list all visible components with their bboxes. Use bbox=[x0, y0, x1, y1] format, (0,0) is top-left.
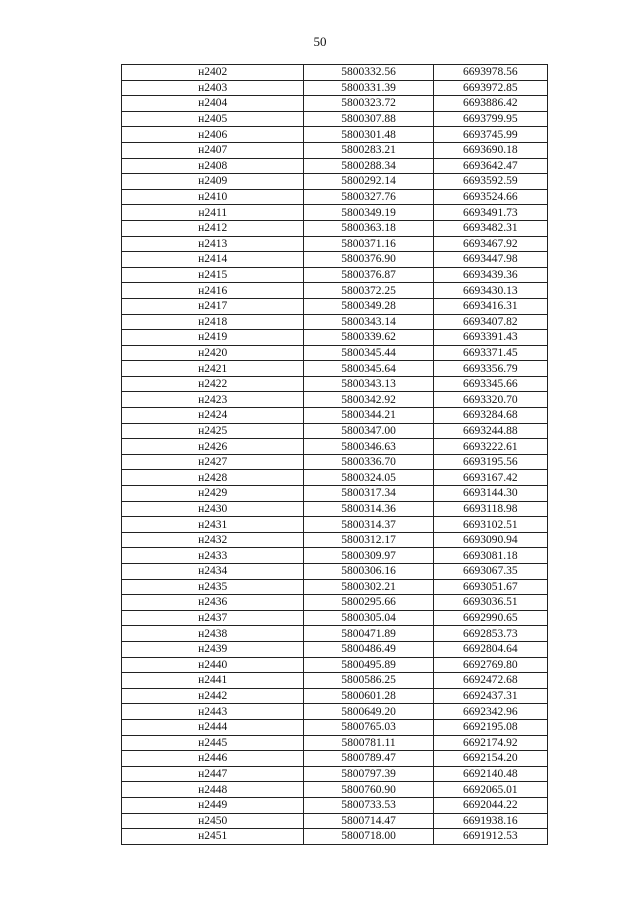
point-id-cell: н2442 bbox=[122, 688, 304, 704]
y-coordinate-cell: 6693799.95 bbox=[433, 111, 547, 127]
x-coordinate-cell: 5800371.16 bbox=[304, 236, 433, 252]
table-row bbox=[122, 829, 548, 845]
x-coordinate-cell: 5800336.70 bbox=[304, 454, 433, 470]
y-coordinate-cell: 6693371.45 bbox=[433, 345, 547, 361]
y-coordinate-cell: 6693482.31 bbox=[433, 220, 547, 236]
x-coordinate-cell: 5800314.36 bbox=[304, 501, 433, 517]
table-row bbox=[122, 267, 548, 283]
point-id-cell: н2419 bbox=[122, 330, 304, 346]
x-coordinate-cell: 5800292.14 bbox=[304, 174, 433, 190]
coordinate-table-body bbox=[122, 65, 548, 845]
y-coordinate-cell: 6693102.51 bbox=[433, 517, 547, 533]
x-coordinate-cell: 5800733.53 bbox=[304, 797, 433, 813]
x-coordinate-cell: 5800295.66 bbox=[304, 595, 433, 611]
x-coordinate-cell: 5800343.13 bbox=[304, 376, 433, 392]
point-id-cell: н2416 bbox=[122, 283, 304, 299]
table-row bbox=[122, 735, 548, 751]
point-id-cell: н2420 bbox=[122, 345, 304, 361]
point-id-cell: н2440 bbox=[122, 657, 304, 673]
table-row bbox=[122, 439, 548, 455]
y-coordinate-cell: 6693592.59 bbox=[433, 174, 547, 190]
y-coordinate-cell: 6693345.66 bbox=[433, 376, 547, 392]
point-id-cell: н2423 bbox=[122, 392, 304, 408]
y-coordinate-cell: 6693320.70 bbox=[433, 392, 547, 408]
x-coordinate-cell: 5800376.90 bbox=[304, 252, 433, 268]
table-row bbox=[122, 626, 548, 642]
x-coordinate-cell: 5800486.49 bbox=[304, 641, 433, 657]
point-id-cell: н2428 bbox=[122, 470, 304, 486]
table-row bbox=[122, 111, 548, 127]
point-id-cell: н2443 bbox=[122, 704, 304, 720]
point-id-cell: н2424 bbox=[122, 408, 304, 424]
point-id-cell: н2449 bbox=[122, 797, 304, 813]
point-id-cell: н2439 bbox=[122, 641, 304, 657]
y-coordinate-cell: 6692140.48 bbox=[433, 766, 547, 782]
point-id-cell: н2406 bbox=[122, 127, 304, 143]
y-coordinate-cell: 6693051.67 bbox=[433, 579, 547, 595]
table-row bbox=[122, 579, 548, 595]
table-row bbox=[122, 517, 548, 533]
x-coordinate-cell: 5800649.20 bbox=[304, 704, 433, 720]
y-coordinate-cell: 6692769.80 bbox=[433, 657, 547, 673]
point-id-cell: н2432 bbox=[122, 532, 304, 548]
y-coordinate-cell: 6692853.73 bbox=[433, 626, 547, 642]
y-coordinate-cell: 6693067.35 bbox=[433, 564, 547, 580]
x-coordinate-cell: 5800345.44 bbox=[304, 345, 433, 361]
table-row bbox=[122, 96, 548, 112]
point-id-cell: н2404 bbox=[122, 96, 304, 112]
y-coordinate-cell: 6693439.36 bbox=[433, 267, 547, 283]
table-row bbox=[122, 751, 548, 767]
point-id-cell: н2421 bbox=[122, 361, 304, 377]
y-coordinate-cell: 6693222.61 bbox=[433, 439, 547, 455]
y-coordinate-cell: 6691938.16 bbox=[433, 813, 547, 829]
x-coordinate-cell: 5800376.87 bbox=[304, 267, 433, 283]
x-coordinate-cell: 5800347.00 bbox=[304, 423, 433, 439]
table-row bbox=[122, 797, 548, 813]
x-coordinate-cell: 5800471.89 bbox=[304, 626, 433, 642]
table-row bbox=[122, 80, 548, 96]
table-row bbox=[122, 548, 548, 564]
x-coordinate-cell: 5800765.03 bbox=[304, 719, 433, 735]
coordinate-table bbox=[121, 64, 548, 845]
y-coordinate-cell: 6692044.22 bbox=[433, 797, 547, 813]
x-coordinate-cell: 5800314.37 bbox=[304, 517, 433, 533]
point-id-cell: н2414 bbox=[122, 252, 304, 268]
y-coordinate-cell: 6693690.18 bbox=[433, 142, 547, 158]
table-row bbox=[122, 345, 548, 361]
y-coordinate-cell: 6693118.98 bbox=[433, 501, 547, 517]
table-row bbox=[122, 766, 548, 782]
point-id-cell: н2445 bbox=[122, 735, 304, 751]
table-row bbox=[122, 532, 548, 548]
point-id-cell: н2444 bbox=[122, 719, 304, 735]
y-coordinate-cell: 6693036.51 bbox=[433, 595, 547, 611]
x-coordinate-cell: 5800283.21 bbox=[304, 142, 433, 158]
table-row bbox=[122, 283, 548, 299]
table-row bbox=[122, 158, 548, 174]
x-coordinate-cell: 5800317.34 bbox=[304, 486, 433, 502]
x-coordinate-cell: 5800342.92 bbox=[304, 392, 433, 408]
point-id-cell: н2441 bbox=[122, 673, 304, 689]
x-coordinate-cell: 5800343.14 bbox=[304, 314, 433, 330]
x-coordinate-cell: 5800346.63 bbox=[304, 439, 433, 455]
y-coordinate-cell: 6692990.65 bbox=[433, 610, 547, 626]
y-coordinate-cell: 6692472.68 bbox=[433, 673, 547, 689]
x-coordinate-cell: 5800760.90 bbox=[304, 782, 433, 798]
point-id-cell: н2407 bbox=[122, 142, 304, 158]
y-coordinate-cell: 6693144.30 bbox=[433, 486, 547, 502]
table-row bbox=[122, 454, 548, 470]
y-coordinate-cell: 6693195.56 bbox=[433, 454, 547, 470]
table-row bbox=[122, 174, 548, 190]
table-row bbox=[122, 673, 548, 689]
point-id-cell: н2403 bbox=[122, 80, 304, 96]
table-row bbox=[122, 719, 548, 735]
y-coordinate-cell: 6693167.42 bbox=[433, 470, 547, 486]
table-row bbox=[122, 564, 548, 580]
point-id-cell: н2425 bbox=[122, 423, 304, 439]
table-row bbox=[122, 127, 548, 143]
y-coordinate-cell: 6692154.20 bbox=[433, 751, 547, 767]
point-id-cell: н2418 bbox=[122, 314, 304, 330]
table-row bbox=[122, 314, 548, 330]
point-id-cell: н2451 bbox=[122, 829, 304, 845]
x-coordinate-cell: 5800327.76 bbox=[304, 189, 433, 205]
point-id-cell: н2435 bbox=[122, 579, 304, 595]
y-coordinate-cell: 6693244.88 bbox=[433, 423, 547, 439]
x-coordinate-cell: 5800301.48 bbox=[304, 127, 433, 143]
point-id-cell: н2422 bbox=[122, 376, 304, 392]
y-coordinate-cell: 6692174.92 bbox=[433, 735, 547, 751]
x-coordinate-cell: 5800331.39 bbox=[304, 80, 433, 96]
y-coordinate-cell: 6693978.56 bbox=[433, 65, 547, 81]
x-coordinate-cell: 5800305.04 bbox=[304, 610, 433, 626]
table-row bbox=[122, 142, 548, 158]
table-row bbox=[122, 486, 548, 502]
y-coordinate-cell: 6693642.47 bbox=[433, 158, 547, 174]
table-row bbox=[122, 376, 548, 392]
x-coordinate-cell: 5800797.39 bbox=[304, 766, 433, 782]
y-coordinate-cell: 6693524.66 bbox=[433, 189, 547, 205]
y-coordinate-cell: 6693886.42 bbox=[433, 96, 547, 112]
table-row bbox=[122, 423, 548, 439]
point-id-cell: н2427 bbox=[122, 454, 304, 470]
x-coordinate-cell: 5800288.34 bbox=[304, 158, 433, 174]
table-row bbox=[122, 501, 548, 517]
x-coordinate-cell: 5800714.47 bbox=[304, 813, 433, 829]
x-coordinate-cell: 5800345.64 bbox=[304, 361, 433, 377]
table-row bbox=[122, 205, 548, 221]
y-coordinate-cell: 6693416.31 bbox=[433, 298, 547, 314]
table-row bbox=[122, 641, 548, 657]
x-coordinate-cell: 5800789.47 bbox=[304, 751, 433, 767]
y-coordinate-cell: 6693356.79 bbox=[433, 361, 547, 377]
x-coordinate-cell: 5800324.05 bbox=[304, 470, 433, 486]
point-id-cell: н2436 bbox=[122, 595, 304, 611]
table-row bbox=[122, 595, 548, 611]
table-row bbox=[122, 782, 548, 798]
x-coordinate-cell: 5800302.21 bbox=[304, 579, 433, 595]
y-coordinate-cell: 6692065.01 bbox=[433, 782, 547, 798]
x-coordinate-cell: 5800339.62 bbox=[304, 330, 433, 346]
y-coordinate-cell: 6692804.64 bbox=[433, 641, 547, 657]
y-coordinate-cell: 6692342.96 bbox=[433, 704, 547, 720]
table-row bbox=[122, 688, 548, 704]
y-coordinate-cell: 6692195.08 bbox=[433, 719, 547, 735]
table-row bbox=[122, 189, 548, 205]
table-row bbox=[122, 392, 548, 408]
table-row bbox=[122, 236, 548, 252]
point-id-cell: н2409 bbox=[122, 174, 304, 190]
y-coordinate-cell: 6693284.68 bbox=[433, 408, 547, 424]
table-row bbox=[122, 470, 548, 486]
y-coordinate-cell: 6693407.82 bbox=[433, 314, 547, 330]
point-id-cell: н2410 bbox=[122, 189, 304, 205]
x-coordinate-cell: 5800307.88 bbox=[304, 111, 433, 127]
x-coordinate-cell: 5800349.19 bbox=[304, 205, 433, 221]
point-id-cell: н2446 bbox=[122, 751, 304, 767]
point-id-cell: н2437 bbox=[122, 610, 304, 626]
table-row bbox=[122, 330, 548, 346]
x-coordinate-cell: 5800601.28 bbox=[304, 688, 433, 704]
point-id-cell: н2434 bbox=[122, 564, 304, 580]
point-id-cell: н2417 bbox=[122, 298, 304, 314]
x-coordinate-cell: 5800344.21 bbox=[304, 408, 433, 424]
table-row bbox=[122, 610, 548, 626]
table-row bbox=[122, 704, 548, 720]
y-coordinate-cell: 6693090.94 bbox=[433, 532, 547, 548]
point-id-cell: н2430 bbox=[122, 501, 304, 517]
point-id-cell: н2429 bbox=[122, 486, 304, 502]
x-coordinate-cell: 5800312.17 bbox=[304, 532, 433, 548]
y-coordinate-cell: 6691912.53 bbox=[433, 829, 547, 845]
table-row bbox=[122, 252, 548, 268]
y-coordinate-cell: 6693745.99 bbox=[433, 127, 547, 143]
x-coordinate-cell: 5800309.97 bbox=[304, 548, 433, 564]
point-id-cell: н2448 bbox=[122, 782, 304, 798]
point-id-cell: н2447 bbox=[122, 766, 304, 782]
x-coordinate-cell: 5800495.89 bbox=[304, 657, 433, 673]
page-number: 50 bbox=[313, 34, 327, 49]
table-row bbox=[122, 65, 548, 81]
table-row bbox=[122, 813, 548, 829]
y-coordinate-cell: 6693447.98 bbox=[433, 252, 547, 268]
point-id-cell: н2433 bbox=[122, 548, 304, 564]
y-coordinate-cell: 6693430.13 bbox=[433, 283, 547, 299]
point-id-cell: н2408 bbox=[122, 158, 304, 174]
point-id-cell: н2431 bbox=[122, 517, 304, 533]
table-row bbox=[122, 220, 548, 236]
x-coordinate-cell: 5800718.00 bbox=[304, 829, 433, 845]
point-id-cell: н2412 bbox=[122, 220, 304, 236]
point-id-cell: н2405 bbox=[122, 111, 304, 127]
y-coordinate-cell: 6693467.92 bbox=[433, 236, 547, 252]
table-row bbox=[122, 361, 548, 377]
point-id-cell: н2413 bbox=[122, 236, 304, 252]
x-coordinate-cell: 5800372.25 bbox=[304, 283, 433, 299]
y-coordinate-cell: 6693491.73 bbox=[433, 205, 547, 221]
point-id-cell: н2450 bbox=[122, 813, 304, 829]
y-coordinate-cell: 6693972.85 bbox=[433, 80, 547, 96]
y-coordinate-cell: 6692437.31 bbox=[433, 688, 547, 704]
x-coordinate-cell: 5800349.28 bbox=[304, 298, 433, 314]
x-coordinate-cell: 5800781.11 bbox=[304, 735, 433, 751]
point-id-cell: н2402 bbox=[122, 65, 304, 81]
y-coordinate-cell: 6693081.18 bbox=[433, 548, 547, 564]
table-row bbox=[122, 408, 548, 424]
x-coordinate-cell: 5800586.25 bbox=[304, 673, 433, 689]
table-row bbox=[122, 657, 548, 673]
x-coordinate-cell: 5800363.18 bbox=[304, 220, 433, 236]
y-coordinate-cell: 6693391.43 bbox=[433, 330, 547, 346]
table-row bbox=[122, 298, 548, 314]
x-coordinate-cell: 5800306.16 bbox=[304, 564, 433, 580]
point-id-cell: н2438 bbox=[122, 626, 304, 642]
x-coordinate-cell: 5800323.72 bbox=[304, 96, 433, 112]
point-id-cell: н2415 bbox=[122, 267, 304, 283]
x-coordinate-cell: 5800332.56 bbox=[304, 65, 433, 81]
point-id-cell: н2411 bbox=[122, 205, 304, 221]
point-id-cell: н2426 bbox=[122, 439, 304, 455]
